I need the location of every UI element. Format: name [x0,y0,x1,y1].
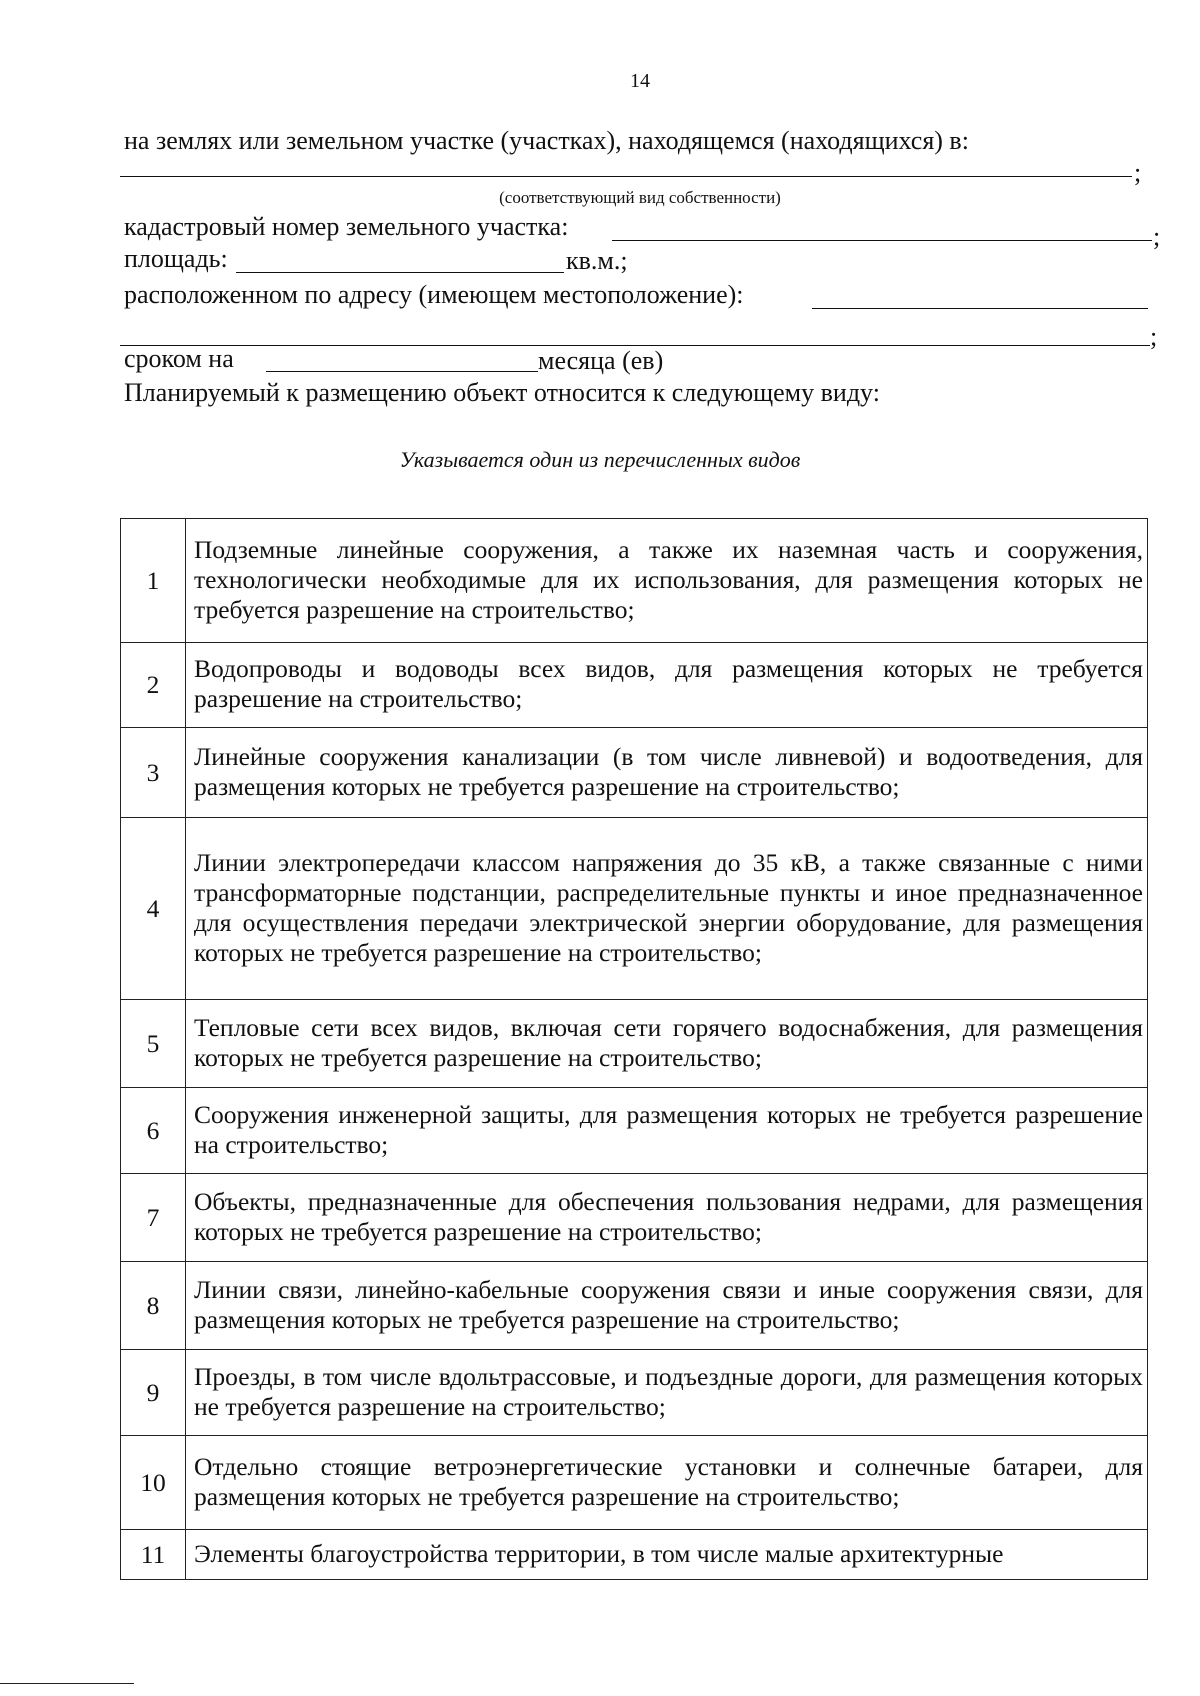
address-semicolon: ; [1150,322,1158,351]
table-row [121,1262,1148,1350]
row-number: 3 [121,728,186,818]
table-row [121,818,1148,1000]
ownership-caption: (соответствующий вид собственности) [499,188,781,207]
row-text: Подземные линейные сооружения, а также их наземная часть и сооружения, технологически необходимые для их использования, для размещения которых не требуется разрешение на строительство; [186,519,1148,643]
row-text: Объекты, предназначенные для обеспечения пользования недрами, для размещения которых не требуется разрешение на строительство; [186,1174,1148,1262]
table-row [121,728,1148,818]
row-number: 11 [121,1530,186,1580]
row-text: Проезды, в том числе вдольтрассовые, и подъездные дороги, для размещения которых не требуется разрешение на строительство; [186,1350,1148,1436]
row-text: Линии связи, линейно-кабельные сооружения связи и иные сооружения связи, для размещения которых не требуется разрешение на строительство; [186,1262,1148,1350]
area-blank [236,272,564,273]
row-number: 8 [121,1262,186,1350]
cadastral-blank [612,240,1152,241]
planned-object-line: Планируемый к размещению объект относится к следующему виду: [124,378,880,407]
cadastral-semicolon: ; [1153,222,1161,251]
table-row [121,1088,1148,1174]
selection-note: Указывается один из перечисленных видов [399,447,801,472]
row-text: Сооружения инженерной защиты, для размещения которых не требуется разрешение на строительство; [186,1088,1148,1174]
row-text: Водопроводы и водоводы всех видов, для размещения которых не требуется разрешение на строительство; [186,643,1148,728]
table-row [121,1174,1148,1262]
row-text: Линейные сооружения канализации (в том числе ливневой) и водоотведения, для размещения которых не требуется разрешение на строительство; [186,728,1148,818]
table-row [121,1530,1148,1580]
term-blank [266,371,538,372]
row-text: Элементы благоустройства территории, в том числе малые архитектурные [186,1530,1148,1580]
row-number: 5 [121,1000,186,1088]
cadastral-label: кадастровый номер земельного участка: [124,212,569,241]
ownership-semicolon: ; [1134,158,1142,187]
row-number: 7 [121,1174,186,1262]
page-number: 14 [630,70,650,92]
term-unit: месяца (ев) [538,346,664,375]
row-number: 10 [121,1436,186,1530]
row-text: Отдельно стоящие ветроэнергетические установки и солнечные батареи, для размещения которых не требуется разрешение на строительство; [186,1436,1148,1530]
area-label: площадь: [124,244,228,273]
row-text: Линии электропередачи классом напряжения до 35 кВ, а также связанные с ними трансформаторные подстанции, распределительные пункты и иное предназначенное для осуществления передачи электрической энергии оборудование, для размещения которых не требуется разрешение на строительство; [186,818,1148,1000]
table-row [121,1436,1148,1530]
table-row [121,643,1148,728]
footnote-divider [0,1683,134,1684]
row-number: 1 [121,519,186,643]
ownership-blank [120,176,1132,177]
address-blank-1 [812,308,1148,309]
table-row [121,1000,1148,1088]
table-row [121,1350,1148,1436]
row-number: 9 [121,1350,186,1436]
object-types-table [120,518,1148,1580]
row-number: 2 [121,643,186,728]
row-number: 4 [121,818,186,1000]
row-number: 6 [121,1088,186,1174]
address-label: расположенном по адресу (имеющем местоположение): [124,280,744,309]
term-label: сроком на [124,344,234,373]
land-location-line: на землях или земельном участке (участках), находящемся (находящихся) в: [124,126,969,155]
table-row [121,519,1148,643]
area-unit: кв.м.; [566,246,628,275]
row-text: Тепловые сети всех видов, включая сети горячего водоснабжения, для размещения которых не требуется разрешение на строительство; [186,1000,1148,1088]
